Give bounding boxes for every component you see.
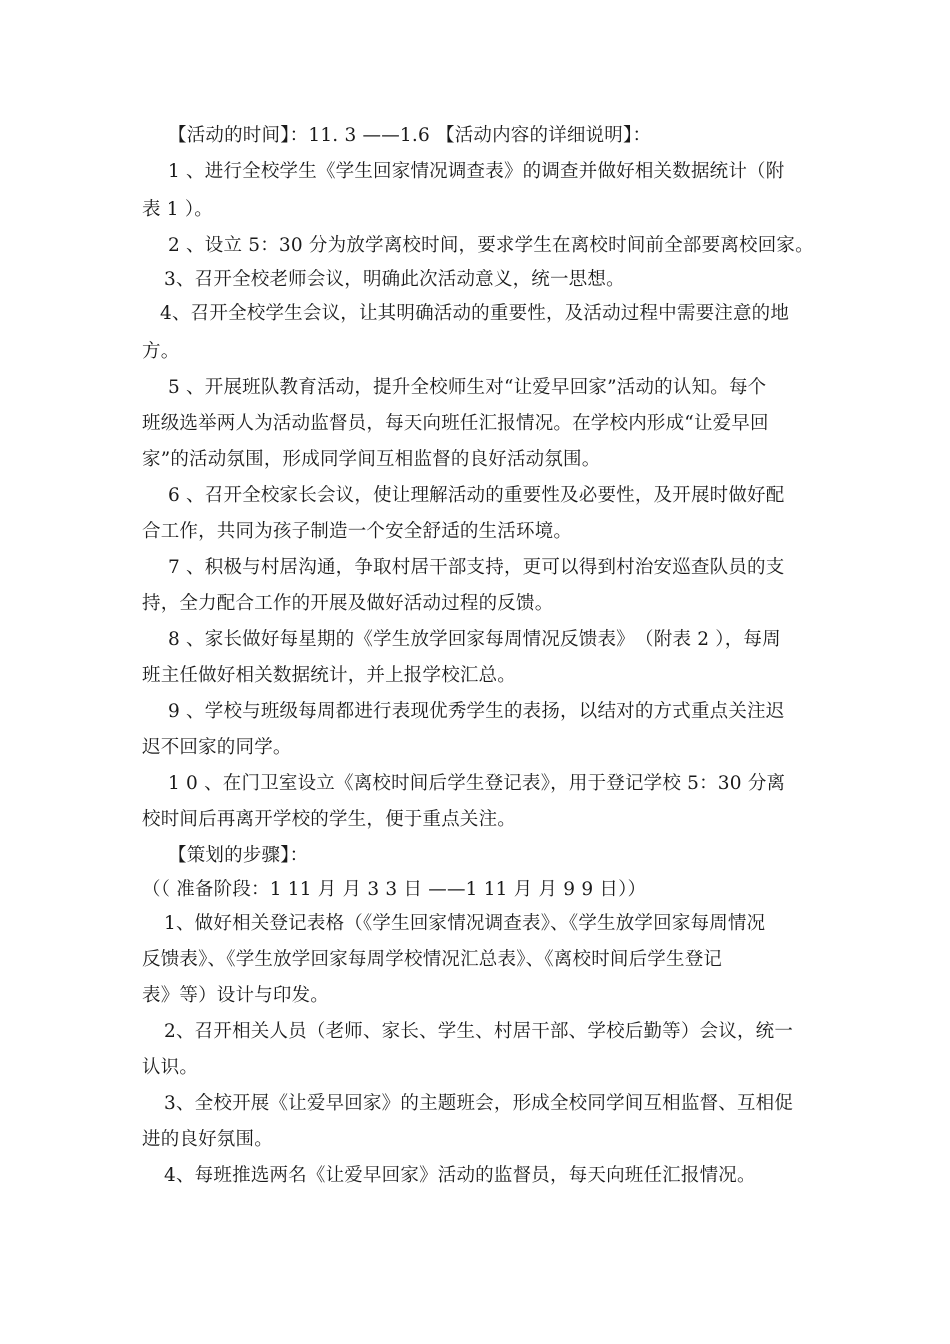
- paragraph-line: 3、全校开展《让爱早回家》的主题班会，形成全校同学间互相监督、互相促: [164, 1093, 794, 1114]
- paragraph-line: 4、召开全校学生会议，让其明确活动的重要性，及活动过程中需要注意的地: [160, 303, 790, 324]
- paragraph-line: 方。: [142, 341, 180, 362]
- paragraph-line: 认识。: [142, 1057, 199, 1078]
- paragraph-line: 1、做好相关登记表格（《学生回家情况调查表》、《学生放学回家每周情况: [164, 913, 766, 934]
- paragraph-line: 表 1 ）。: [142, 199, 213, 220]
- paragraph-line: 8 、家长做好每星期的《学生放学回家每周情况反馈表》 （附表 2 ），每周: [168, 629, 781, 650]
- paragraph-line: 迟不回家的同学。: [142, 737, 292, 758]
- paragraph-line: 4、每班推选两名《让爱早回家》活动的监督员，每天向班任汇报情况。: [164, 1165, 756, 1186]
- paragraph-line: 5 、开展班队教育活动，提升全校师生对“让爱早回家”活动的认知。每个: [168, 377, 767, 398]
- paragraph-line: 1 0 、在门卫室设立《离校时间后学生登记表》，用于登记学校 5：30 分离: [168, 773, 786, 794]
- section-heading-steps: 【策划的步骤】：: [168, 845, 309, 866]
- paragraph-line: 持，全力配合工作的开展及做好活动过程的反馈。: [142, 593, 554, 614]
- paragraph-line: 表》等）设计与印发。: [142, 985, 330, 1006]
- paragraph-line: 家”的活动氛围，形成同学间互相监督的良好活动氛围。: [142, 449, 601, 470]
- preparation-stage-line: （（ 准备阶段：1 11 月 月 3 3 日 ——1 11 月 月 9 9 日））: [142, 879, 647, 900]
- paragraph-line: 反馈表》、《学生放学回家每周学校情况汇总表》、《离校时间后学生登记: [142, 949, 723, 970]
- paragraph-line: 1 、进行全校学生《学生回家情况调查表》的调查并做好相关数据统计（附: [168, 161, 785, 182]
- paragraph-line: 6 、召开全校家长会议，使让理解活动的重要性及必要性，及开展时做好配: [168, 485, 785, 506]
- paragraph-line: 7 、积极与村居沟通，争取村居干部支持，更可以得到村治安巡查队员的支: [168, 557, 785, 578]
- paragraph-line: 校时间后再离开学校的学生，便于重点关注。: [142, 809, 517, 830]
- paragraph-line: 进的良好氛围。: [142, 1129, 273, 1150]
- section-heading-time: 【活动的时间】：11. 3 ——1.6 【活动内容的详细说明】：: [168, 125, 652, 146]
- paragraph-line: 3、召开全校老师会议，明确此次活动意义，统一思想。: [164, 269, 625, 290]
- paragraph-line: 班主任做好相关数据统计，并上报学校汇总。: [142, 665, 517, 686]
- paragraph-line: 班级选举两人为活动监督员，每天向班任汇报情况。在学校内形成“让爱早回: [142, 413, 769, 434]
- paragraph-line: 9 、学校与班级每周都进行表现优秀学生的表扬，以结对的方式重点关注迟: [168, 701, 785, 722]
- paragraph-line: 2、召开相关人员（老师、家长、学生、村居干部、学校后勤等）会议，统一: [164, 1021, 794, 1042]
- paragraph-line: 合工作，共同为孩子制造一个安全舒适的生活环境。: [142, 521, 573, 542]
- paragraph-line: 2 、设立 5：30 分为放学离校时间，要求学生在离校时间前全部要离校回家。: [168, 235, 814, 256]
